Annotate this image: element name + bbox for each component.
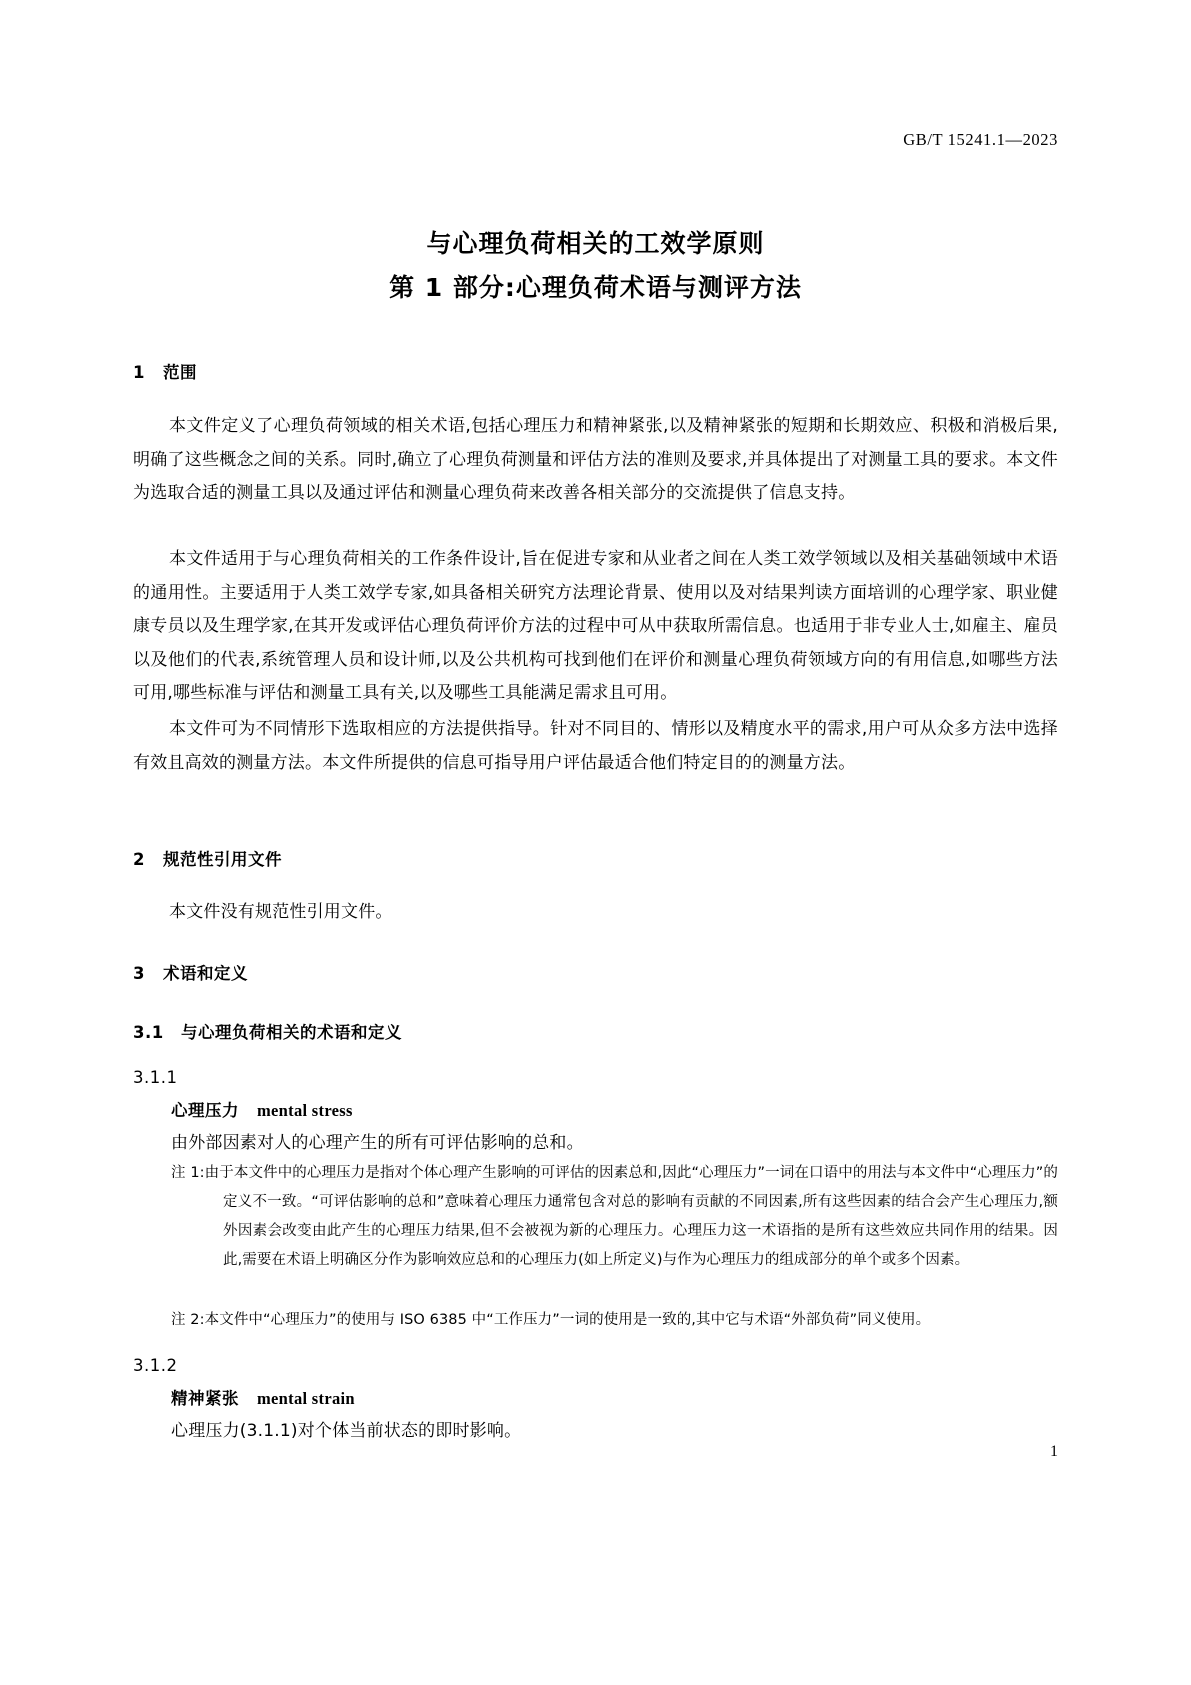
note-3-1-1-2 (171, 1306, 1058, 1335)
term-entry-3-1-1 (171, 1097, 353, 1121)
paragraph-scope-1: 本文件定义了心理负荷领域的相关术语,包括心理压力和精神紧张,以及精神紧张的短期和长期效应、积极和消极后果,明确了这些概念之间的关系。同时,确立了心理负荷测量和评估方法的准则及要求,并具体提出了对测量工具的要求。本文件为选取合适的测量工具以及通过评估和测量心理负荷来改善各相关部分的交流提供了信息支持。 (133, 416, 1058, 503)
page-header-standard-number: GB/T 15241.1—2023 (903, 130, 1058, 149)
heading-scope (133, 359, 197, 383)
paragraph-scope-2: 本文件适用于与心理负荷相关的工作条件设计,旨在促进专家和从业者之间在人类工效学领域以及相关基础领域中术语的通用性。主要适用于人类工效学专家,如具备相关研究方法理论背景、使用以及对结果判读方面培训的心理学家、职业健康专员以及生理学家,在其开发或评估心理负荷评价方法的过程中可从中获取所需信息。也适用于非专业人士,如雇主、雇员以及他们的代表,系统管理人员和设计师,以及公共机构可找到他们在评价和测量心理负荷领域方向的有用信息,如哪些方法可用,哪些标准与评估和测量工具有关,以及哪些工具能满足需求且可用。 (133, 549, 1058, 703)
heading-normative-refs-number: 2 (133, 850, 145, 869)
heading-terms-number: 3 (133, 964, 145, 983)
heading-scope-number: 1 (133, 363, 145, 382)
term-en-3-1-2: mental strain (257, 1389, 355, 1408)
heading-scope-label: 范围 (163, 363, 197, 382)
page-title (133, 222, 1058, 310)
note-text-3-1-1-2: 本文件中“心理压力”的使用与 ISO 6385 中“工作压力”一词的使用是一致的,其中它与术语“外部负荷”同义使用。 (204, 1312, 931, 1328)
term-definition-3-1-2: 心理压力(3.1.1)对个体当前状态的即时影响。 (171, 1421, 522, 1441)
note-text-3-1-1-1: 由于本文件中的心理压力是指对个体心理产生影响的可评估的因素总和,因此“心理压力”一词在口语中的用法与本文件中“心理压力”的定义不一致。“可评估影响的总和”意味着心理压力通常包含对总的影响有贡献的不同因素,所有这些因素的结合会产生心理压力,额外因素会改变由此产生的心理压力结果,但不会被视为新的心理压力。心理压力这一术语指的是所有这些效应共同作用的结果。因此,需要在术语上明确区分作为影响效应总和的心理压力(如上所定义)与作为心理压力的组成部分的单个或多个因素。 (204, 1165, 1058, 1268)
heading-terms-label: 术语和定义 (163, 964, 248, 983)
heading-terms-sub-number: 3.1 (133, 1023, 164, 1042)
heading-terms-sub (133, 1019, 402, 1043)
page-content (133, 0, 1058, 1685)
note-label-3-1-1-1: 注 1: (171, 1165, 205, 1181)
note-3-1-1-1 (171, 1159, 1058, 1275)
term-zh-3-1-2: 精神紧张 (171, 1389, 239, 1408)
term-entry-3-1-2 (171, 1385, 355, 1409)
title-line-2: 第 1 部分:心理负荷术语与测评方法 (389, 273, 802, 302)
page-number: 1 (1050, 1443, 1058, 1460)
heading-normative-refs (133, 846, 282, 870)
term-zh-3-1-1: 心理压力 (171, 1101, 239, 1120)
term-number-3-1-1: 3.1.1 (133, 1068, 178, 1087)
note-label-3-1-1-2: 注 2: (171, 1312, 205, 1328)
paragraph-normative-refs: 本文件没有规范性引用文件。 (169, 902, 393, 922)
paragraph-scope-3: 本文件可为不同情形下选取相应的方法提供指导。针对不同目的、情形以及精度水平的需求,用户可从众多方法中选择有效且高效的测量方法。本文件所提供的信息可指导用户评估最适合他们特定目的的测量方法。 (133, 719, 1058, 773)
term-number-3-1-2: 3.1.2 (133, 1356, 178, 1375)
heading-normative-refs-label: 规范性引用文件 (163, 850, 282, 869)
term-en-3-1-1: mental stress (257, 1101, 353, 1120)
heading-terms-sub-label: 与心理负荷相关的术语和定义 (181, 1023, 402, 1042)
heading-terms (133, 960, 248, 984)
title-line-1: 与心理负荷相关的工效学原则 (426, 229, 765, 258)
term-definition-3-1-1: 由外部因素对人的心理产生的所有可评估影响的总和。 (171, 1133, 584, 1153)
